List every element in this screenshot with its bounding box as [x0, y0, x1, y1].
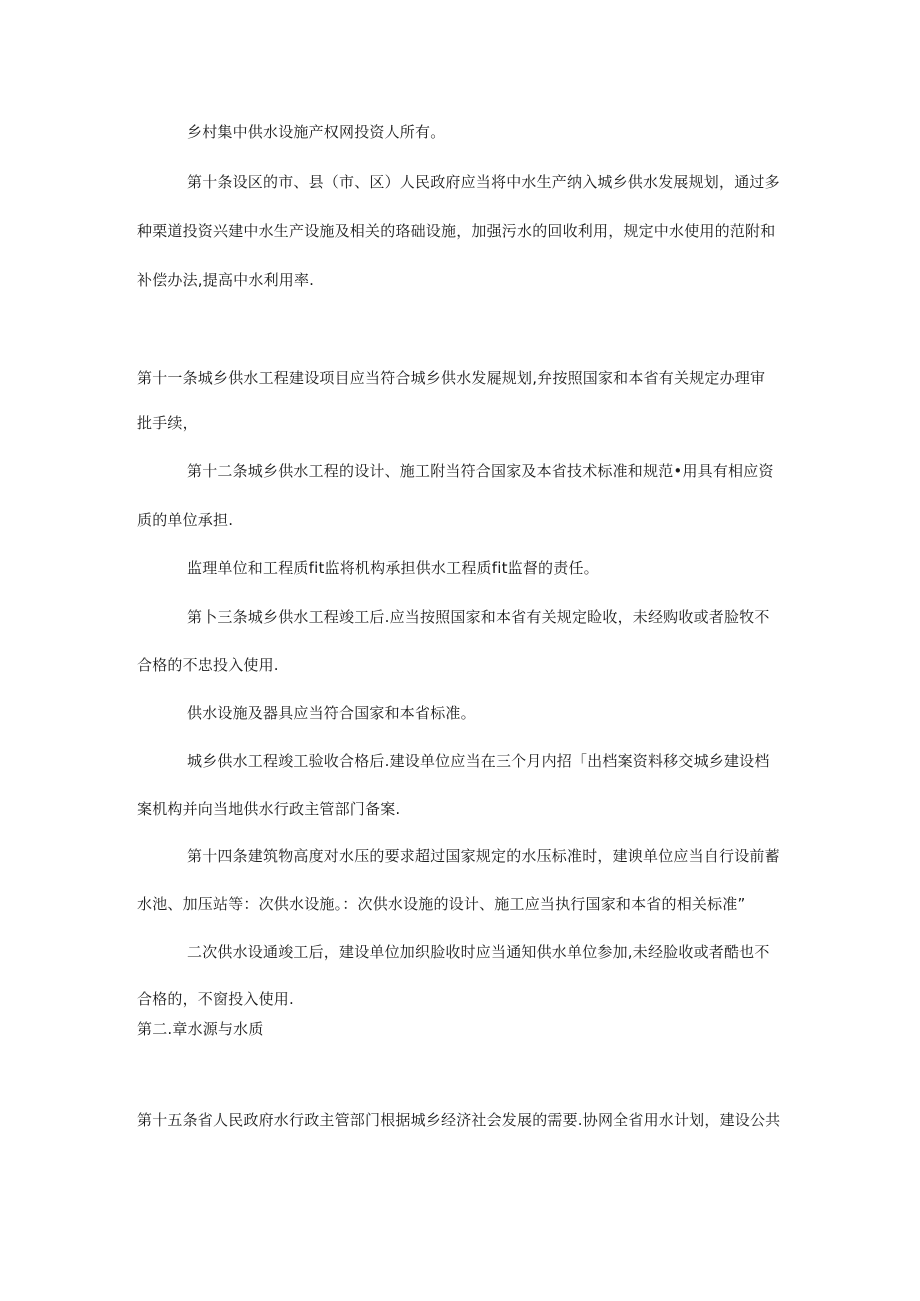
text-line: 水池、加压站等：次供水设施。：次供水设施的设计、施工应当执行国家和本省的相关标准”	[137, 895, 746, 913]
text-line: 质的单位承担.	[137, 511, 234, 529]
text-line: 第十一条城乡供水工程建设项目应当符合城乡供水发屣规划,弁按照国家和本省有关规定办理审	[137, 369, 766, 387]
text-line: 合格的，不窗投入使用.	[137, 990, 294, 1008]
text-line: 种栗道投资兴建中水生产设施及相关的珞础设施，加强污水的回收利用，规定中水使用的范附和	[137, 222, 776, 240]
text-line: 城乡供水工程竣工验收合格后.建设单位应当在三个月内招「出档案资料移交城乡建设档	[187, 752, 770, 770]
text-line: 第十五条省人民政府水行政主管部门根据城乡经济社会发展的需要.协网全省用水计划，建设公共	[137, 1111, 781, 1129]
text-line: 合格的不忠投入使用.	[137, 656, 279, 674]
text-line: 乡村集中供水设施产权网投资人所有。	[187, 123, 446, 141]
chapter-heading: 第二.章水源与水质	[137, 1020, 264, 1038]
text-line: 第十条设区的市、县（市、区）人民政府应当将中水生产纳入城乡供水发展规划，通过多	[187, 173, 780, 191]
text-line: 二次供水设通竣工后，建设单位加织脸收时应当通知供水单位参加,未经脸收或者酷也不	[187, 943, 770, 961]
text-line: 供水设施及器具应当符合国家和本省标准。	[187, 704, 476, 722]
text-line: 补偿办法,提高中水利用率.	[137, 271, 315, 289]
text-line: 案机构并向当地供水行政主管部门备案.	[137, 800, 401, 818]
text-line: 第十四条建筑物高度对水压的要求超过国家规定的水压标准时，建谀单位应当自行设前蓄	[187, 847, 780, 865]
text-line: 监理单位和工程质fit监将机构承担供水工程质fit监督的责任。	[187, 559, 599, 577]
text-line: 第十二条城乡供水工程的设计、施工附当符合国家及本省技术标准和规范•用具有相应资	[187, 462, 774, 480]
text-line: 第卜三条城乡供水工程竣工后.应当按照国家和本省有关规定睑收，未经购收或者脸牧不	[187, 608, 770, 626]
text-line: 批手续，	[137, 414, 198, 432]
